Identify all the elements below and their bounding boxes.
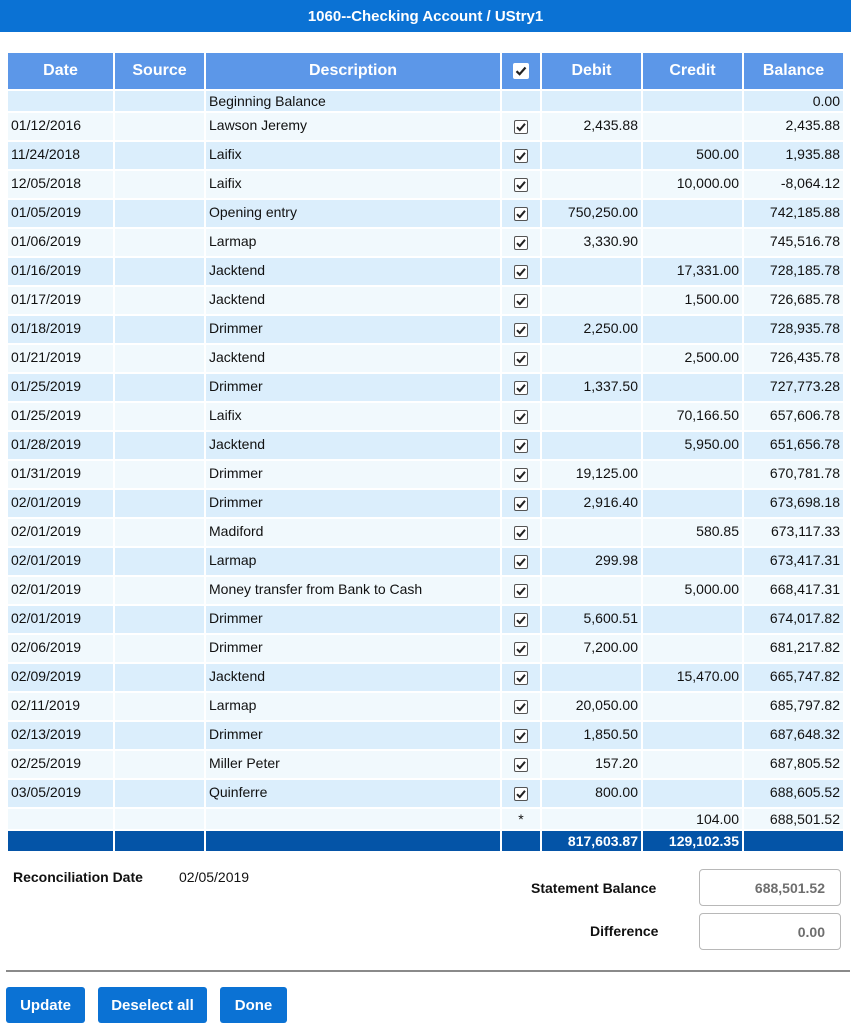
table-row[interactable] bbox=[8, 374, 843, 401]
balance-cell: 726,435.78 bbox=[744, 345, 843, 372]
checkbox-checked-icon[interactable] bbox=[514, 671, 528, 685]
checkbox-checked-icon[interactable] bbox=[514, 439, 528, 453]
difference-field bbox=[699, 913, 841, 950]
date-cell: 01/25/2019 bbox=[8, 374, 113, 401]
debit-cell: 800.00 bbox=[542, 780, 641, 807]
table-row[interactable] bbox=[8, 432, 843, 459]
check-cell bbox=[502, 200, 540, 227]
balance-cell: 688,605.52 bbox=[744, 780, 843, 807]
credit-cell: 10,000.00 bbox=[643, 171, 742, 198]
credit-cell bbox=[643, 91, 742, 111]
debit-cell: 299.98 bbox=[542, 548, 641, 575]
date-cell: 01/25/2019 bbox=[8, 403, 113, 430]
balance-cell: 674,017.82 bbox=[744, 606, 843, 633]
done-button[interactable]: Done bbox=[220, 987, 287, 1023]
checkbox-checked-icon[interactable] bbox=[514, 381, 528, 395]
table-row[interactable] bbox=[8, 693, 843, 720]
check-cell bbox=[502, 403, 540, 430]
debit-cell bbox=[542, 171, 641, 198]
checkbox-checked-icon[interactable] bbox=[514, 294, 528, 308]
date-cell: 01/21/2019 bbox=[8, 345, 113, 372]
date-cell: 01/12/2016 bbox=[8, 113, 113, 140]
debit-cell bbox=[542, 91, 641, 111]
column-header-debit[interactable]: Debit bbox=[542, 53, 641, 89]
check-cell bbox=[502, 548, 540, 575]
balance-cell: 745,516.78 bbox=[744, 229, 843, 256]
table-row[interactable] bbox=[8, 142, 843, 169]
balance-cell: 657,606.78 bbox=[744, 403, 843, 430]
date-cell: 01/28/2019 bbox=[8, 432, 113, 459]
source-cell bbox=[115, 751, 204, 778]
transactions-table bbox=[6, 51, 845, 853]
checkbox-checked-icon[interactable] bbox=[514, 497, 528, 511]
checkbox-checked-icon[interactable] bbox=[514, 700, 528, 714]
check-cell bbox=[502, 171, 540, 198]
debit-cell bbox=[542, 258, 641, 285]
table-row[interactable] bbox=[8, 258, 843, 285]
debit-cell bbox=[542, 809, 641, 829]
window-title: 1060--Checking Account / UStry1 bbox=[0, 0, 851, 32]
table-row[interactable] bbox=[8, 664, 843, 691]
checkbox-checked-icon[interactable] bbox=[514, 178, 528, 192]
debit-cell: 20,050.00 bbox=[542, 693, 641, 720]
credit-cell: 500.00 bbox=[643, 142, 742, 169]
description-cell: Drimmer bbox=[206, 722, 500, 749]
debit-cell bbox=[542, 664, 641, 691]
reconciliation-date-value: 02/05/2019 bbox=[179, 869, 250, 885]
check-cell bbox=[502, 606, 540, 633]
checkbox-checked-icon[interactable] bbox=[514, 729, 528, 743]
check-cell bbox=[502, 490, 540, 517]
check-cell bbox=[502, 432, 540, 459]
balance-cell: 1,935.88 bbox=[744, 142, 843, 169]
credit-cell: 5,950.00 bbox=[643, 432, 742, 459]
description-cell: Drimmer bbox=[206, 606, 500, 633]
credit-cell: 5,000.00 bbox=[643, 577, 742, 604]
source-cell bbox=[115, 142, 204, 169]
checkbox-checked-icon[interactable] bbox=[514, 555, 528, 569]
description-cell: Jacktend bbox=[206, 258, 500, 285]
check-cell bbox=[502, 664, 540, 691]
balance-cell: 687,648.32 bbox=[744, 722, 843, 749]
credit-cell bbox=[643, 200, 742, 227]
date-cell: 02/13/2019 bbox=[8, 722, 113, 749]
table-row[interactable] bbox=[8, 751, 843, 778]
check-cell bbox=[502, 635, 540, 662]
check-cell bbox=[502, 316, 540, 343]
debit-cell bbox=[542, 577, 641, 604]
description-cell: Drimmer bbox=[206, 461, 500, 488]
debit-cell: 2,435.88 bbox=[542, 113, 641, 140]
totals-empty-cell bbox=[8, 831, 113, 851]
column-header-date[interactable]: Date bbox=[8, 53, 113, 89]
credit-cell bbox=[643, 229, 742, 256]
table-header-row bbox=[8, 53, 843, 89]
checkbox-checked-icon[interactable] bbox=[514, 265, 528, 279]
table-row[interactable] bbox=[8, 200, 843, 227]
reconciliation-date-label: Reconciliation Date bbox=[13, 869, 143, 885]
date-cell: 02/01/2019 bbox=[8, 606, 113, 633]
date-cell: 01/31/2019 bbox=[8, 461, 113, 488]
credit-cell bbox=[643, 490, 742, 517]
description-cell: Drimmer bbox=[206, 374, 500, 401]
debit-cell bbox=[542, 345, 641, 372]
source-cell bbox=[115, 171, 204, 198]
balance-cell: 673,698.18 bbox=[744, 490, 843, 517]
source-cell bbox=[115, 548, 204, 575]
credit-cell bbox=[643, 606, 742, 633]
table-row[interactable] bbox=[8, 345, 843, 372]
description-cell: Opening entry bbox=[206, 200, 500, 227]
source-cell bbox=[115, 461, 204, 488]
totals-empty-cell bbox=[502, 831, 540, 851]
credit-cell bbox=[643, 780, 742, 807]
date-cell: 02/25/2019 bbox=[8, 751, 113, 778]
debit-cell: 1,850.50 bbox=[542, 722, 641, 749]
check-cell bbox=[502, 258, 540, 285]
description-cell: Larmap bbox=[206, 548, 500, 575]
column-header-select-all[interactable] bbox=[502, 53, 540, 89]
date-cell: 03/05/2019 bbox=[8, 780, 113, 807]
date-cell: 01/05/2019 bbox=[8, 200, 113, 227]
balance-cell: 685,797.82 bbox=[744, 693, 843, 720]
date-cell: 02/01/2019 bbox=[8, 490, 113, 517]
credit-cell: 1,500.00 bbox=[643, 287, 742, 314]
total-debit: 817,603.87 bbox=[542, 831, 641, 851]
balance-cell: 668,417.31 bbox=[744, 577, 843, 604]
description-cell: Larmap bbox=[206, 229, 500, 256]
table-row[interactable] bbox=[8, 113, 843, 140]
description-cell: Jacktend bbox=[206, 432, 500, 459]
beginning-balance-row bbox=[8, 91, 843, 111]
balance-cell: -8,064.12 bbox=[744, 171, 843, 198]
checkbox-checked-icon[interactable] bbox=[514, 410, 528, 424]
check-cell bbox=[502, 780, 540, 807]
checkbox-checked-icon[interactable] bbox=[514, 120, 528, 134]
column-header-description[interactable]: Description bbox=[206, 53, 500, 89]
credit-cell bbox=[643, 635, 742, 662]
update-button[interactable]: Update bbox=[6, 987, 85, 1023]
checkbox-checked-icon[interactable] bbox=[514, 207, 528, 221]
column-header-source[interactable]: Source bbox=[115, 53, 204, 89]
balance-cell: 673,117.33 bbox=[744, 519, 843, 546]
credit-cell: 15,470.00 bbox=[643, 664, 742, 691]
check-cell bbox=[502, 374, 540, 401]
totals-row bbox=[8, 831, 843, 851]
credit-cell: 104.00 bbox=[643, 809, 742, 829]
table-row[interactable] bbox=[8, 316, 843, 343]
source-cell bbox=[115, 229, 204, 256]
check-cell bbox=[502, 693, 540, 720]
credit-cell: 2,500.00 bbox=[643, 345, 742, 372]
source-cell bbox=[115, 91, 204, 111]
date-cell: 02/01/2019 bbox=[8, 577, 113, 604]
balance-cell: 670,781.78 bbox=[744, 461, 843, 488]
description-cell: Drimmer bbox=[206, 490, 500, 517]
pending-mark: * bbox=[502, 809, 540, 829]
date-cell bbox=[8, 809, 113, 829]
checkbox-checked-icon[interactable] bbox=[514, 613, 528, 627]
description-cell: Jacktend bbox=[206, 345, 500, 372]
description-cell: Drimmer bbox=[206, 635, 500, 662]
debit-cell bbox=[542, 519, 641, 546]
difference-label: Difference bbox=[590, 923, 659, 939]
credit-cell bbox=[643, 751, 742, 778]
source-cell bbox=[115, 519, 204, 546]
credit-cell bbox=[643, 113, 742, 140]
column-header-credit[interactable]: Credit bbox=[643, 53, 742, 89]
description-cell: Drimmer bbox=[206, 316, 500, 343]
balance-cell: 0.00 bbox=[744, 91, 843, 111]
checkbox-checked-icon[interactable] bbox=[514, 642, 528, 656]
description-cell: Jacktend bbox=[206, 287, 500, 314]
pending-entry-row bbox=[8, 809, 843, 829]
debit-cell: 2,250.00 bbox=[542, 316, 641, 343]
check-cell bbox=[502, 461, 540, 488]
source-cell bbox=[115, 403, 204, 430]
table-row[interactable] bbox=[8, 287, 843, 314]
source-cell bbox=[115, 722, 204, 749]
balance-cell: 728,185.78 bbox=[744, 258, 843, 285]
table-row[interactable] bbox=[8, 519, 843, 546]
debit-cell: 7,200.00 bbox=[542, 635, 641, 662]
description-cell: Laifix bbox=[206, 403, 500, 430]
description-cell: Larmap bbox=[206, 693, 500, 720]
description-cell: Lawson Jeremy bbox=[206, 113, 500, 140]
description-cell: Laifix bbox=[206, 142, 500, 169]
balance-cell: 688,501.52 bbox=[744, 809, 843, 829]
credit-cell: 580.85 bbox=[643, 519, 742, 546]
totals-empty-cell bbox=[206, 831, 500, 851]
check-cell bbox=[502, 751, 540, 778]
checkbox-checked-icon[interactable] bbox=[514, 468, 528, 482]
check-cell bbox=[502, 113, 540, 140]
balance-cell: 2,435.88 bbox=[744, 113, 843, 140]
credit-cell bbox=[643, 722, 742, 749]
table-row[interactable] bbox=[8, 548, 843, 575]
date-cell: 02/01/2019 bbox=[8, 519, 113, 546]
statement-balance-label: Statement Balance bbox=[531, 880, 657, 896]
debit-cell: 750,250.00 bbox=[542, 200, 641, 227]
debit-cell: 157.20 bbox=[542, 751, 641, 778]
checkbox-checked-icon[interactable] bbox=[514, 758, 528, 772]
balance-cell: 681,217.82 bbox=[744, 635, 843, 662]
source-cell bbox=[115, 577, 204, 604]
credit-cell bbox=[643, 693, 742, 720]
debit-cell bbox=[542, 287, 641, 314]
check-cell bbox=[502, 519, 540, 546]
checkbox-checked-icon[interactable] bbox=[514, 352, 528, 366]
check-cell bbox=[502, 345, 540, 372]
source-cell bbox=[115, 200, 204, 227]
balance-cell: 727,773.28 bbox=[744, 374, 843, 401]
check-cell bbox=[502, 722, 540, 749]
date-cell: 01/18/2019 bbox=[8, 316, 113, 343]
divider bbox=[6, 970, 850, 972]
source-cell bbox=[115, 809, 204, 829]
debit-cell: 1,337.50 bbox=[542, 374, 641, 401]
source-cell bbox=[115, 664, 204, 691]
balance-cell: 651,656.78 bbox=[744, 432, 843, 459]
date-cell: 02/01/2019 bbox=[8, 548, 113, 575]
source-cell bbox=[115, 113, 204, 140]
check-cell bbox=[502, 229, 540, 256]
debit-cell: 19,125.00 bbox=[542, 461, 641, 488]
table-row[interactable] bbox=[8, 461, 843, 488]
description-cell bbox=[206, 809, 500, 829]
balance-cell: 742,185.88 bbox=[744, 200, 843, 227]
date-cell: 02/09/2019 bbox=[8, 664, 113, 691]
deselect-all-button[interactable]: Deselect all bbox=[98, 987, 207, 1023]
date-cell bbox=[8, 91, 113, 111]
date-cell: 11/24/2018 bbox=[8, 142, 113, 169]
balance-cell: 673,417.31 bbox=[744, 548, 843, 575]
source-cell bbox=[115, 490, 204, 517]
table-row[interactable] bbox=[8, 577, 843, 604]
credit-cell bbox=[643, 548, 742, 575]
balance-cell: 687,805.52 bbox=[744, 751, 843, 778]
description-cell: Laifix bbox=[206, 171, 500, 198]
checkbox-checked-icon[interactable] bbox=[514, 323, 528, 337]
check-cell bbox=[502, 142, 540, 169]
date-cell: 02/11/2019 bbox=[8, 693, 113, 720]
balance-cell: 728,935.78 bbox=[744, 316, 843, 343]
checkbox-checked-icon[interactable] bbox=[513, 63, 529, 79]
debit-cell: 3,330.90 bbox=[542, 229, 641, 256]
statement-balance-input[interactable] bbox=[699, 869, 841, 906]
column-header-balance[interactable]: Balance bbox=[744, 53, 843, 89]
debit-cell: 5,600.51 bbox=[542, 606, 641, 633]
check-cell bbox=[502, 577, 540, 604]
source-cell bbox=[115, 780, 204, 807]
check-cell bbox=[502, 91, 540, 111]
source-cell bbox=[115, 432, 204, 459]
checkbox-checked-icon[interactable] bbox=[514, 236, 528, 250]
source-cell bbox=[115, 345, 204, 372]
table-row[interactable] bbox=[8, 403, 843, 430]
checkbox-checked-icon[interactable] bbox=[514, 526, 528, 540]
description-cell: Madiford bbox=[206, 519, 500, 546]
table-row[interactable] bbox=[8, 490, 843, 517]
debit-cell bbox=[542, 142, 641, 169]
balance-cell: 726,685.78 bbox=[744, 287, 843, 314]
source-cell bbox=[115, 374, 204, 401]
total-credit: 129,102.35 bbox=[643, 831, 742, 851]
totals-empty-cell bbox=[744, 831, 843, 851]
checkbox-checked-icon[interactable] bbox=[514, 149, 528, 163]
credit-cell: 17,331.00 bbox=[643, 258, 742, 285]
table-row[interactable] bbox=[8, 171, 843, 198]
description-cell: Miller Peter bbox=[206, 751, 500, 778]
date-cell: 12/05/2018 bbox=[8, 171, 113, 198]
checkbox-checked-icon[interactable] bbox=[514, 584, 528, 598]
source-cell bbox=[115, 316, 204, 343]
credit-cell bbox=[643, 374, 742, 401]
table-row[interactable] bbox=[8, 606, 843, 633]
table-row[interactable] bbox=[8, 635, 843, 662]
credit-cell: 70,166.50 bbox=[643, 403, 742, 430]
source-cell bbox=[115, 606, 204, 633]
check-cell bbox=[502, 287, 540, 314]
date-cell: 01/06/2019 bbox=[8, 229, 113, 256]
description-cell: Jacktend bbox=[206, 664, 500, 691]
date-cell: 01/16/2019 bbox=[8, 258, 113, 285]
checkbox-checked-icon[interactable] bbox=[514, 787, 528, 801]
table-row[interactable] bbox=[8, 780, 843, 807]
debit-cell bbox=[542, 432, 641, 459]
description-cell: Money transfer from Bank to Cash bbox=[206, 577, 500, 604]
source-cell bbox=[115, 693, 204, 720]
totals-empty-cell bbox=[115, 831, 204, 851]
credit-cell bbox=[643, 316, 742, 343]
table-row[interactable] bbox=[8, 229, 843, 256]
date-cell: 02/06/2019 bbox=[8, 635, 113, 662]
date-cell: 01/17/2019 bbox=[8, 287, 113, 314]
debit-cell bbox=[542, 403, 641, 430]
credit-cell bbox=[643, 461, 742, 488]
debit-cell: 2,916.40 bbox=[542, 490, 641, 517]
table-row[interactable] bbox=[8, 722, 843, 749]
source-cell bbox=[115, 287, 204, 314]
description-cell: Beginning Balance bbox=[206, 91, 500, 111]
description-cell: Quinferre bbox=[206, 780, 500, 807]
source-cell bbox=[115, 258, 204, 285]
source-cell bbox=[115, 635, 204, 662]
balance-cell: 665,747.82 bbox=[744, 664, 843, 691]
